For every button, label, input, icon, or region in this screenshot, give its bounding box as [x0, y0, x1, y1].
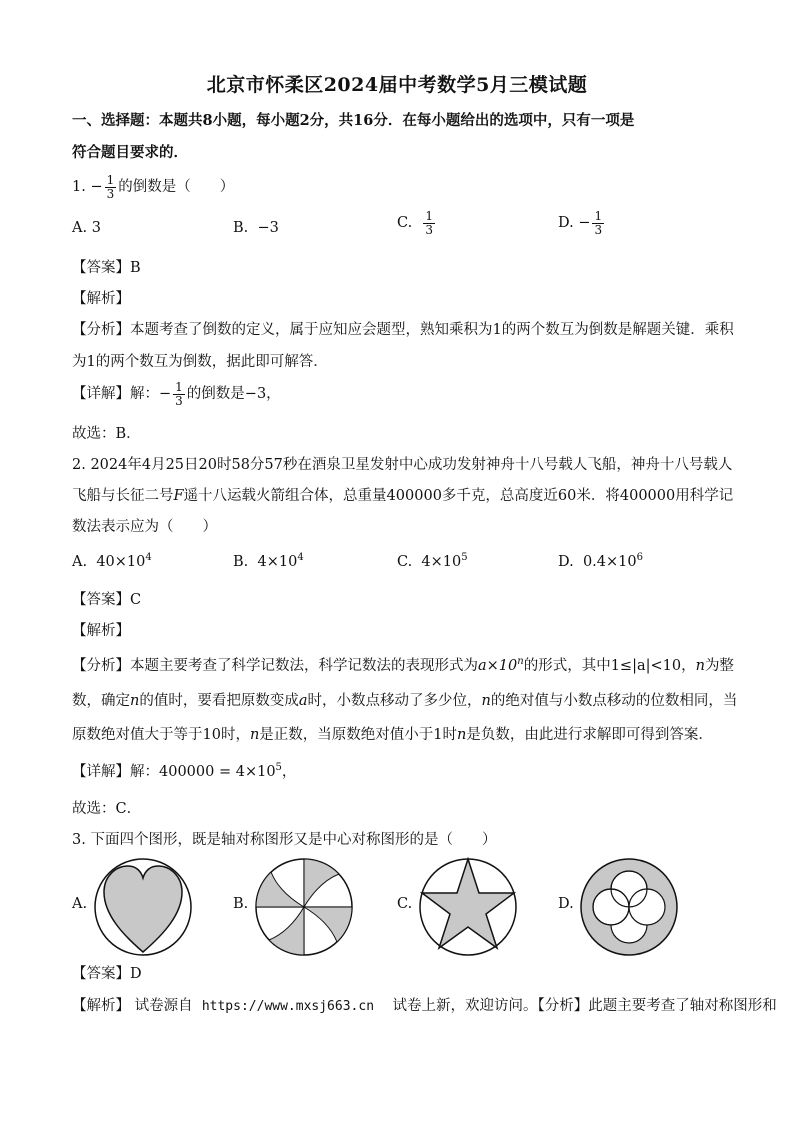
- detail-prefix: 解：: [130, 386, 159, 403]
- text-segment: 遥十八运载火箭组合体，总重量400000多千克，总高度近60米．将400000用科学记: [183, 488, 734, 504]
- q3-option-d-label: D.: [558, 896, 574, 912]
- fenxi-tag: 【分析】: [537, 998, 589, 1014]
- q1-fenxi-line2: 为1的两个数互为倒数，据此即可解答．: [72, 354, 328, 370]
- option-label: A.: [72, 553, 88, 570]
- question-1-stem: [72, 174, 234, 200]
- option-label: D.: [558, 553, 574, 570]
- q2-detail: [72, 760, 296, 781]
- text-segment: 的形式，其中: [523, 658, 611, 674]
- variable-a: a: [298, 693, 308, 709]
- q1-answer: [72, 256, 141, 277]
- section-heading-line1: 一、选择题：本题共8小题，每小题2分，共16分．在每小题给出的选项中，只有一项是: [72, 112, 635, 129]
- fraction-denominator: 3: [594, 222, 603, 237]
- analysis-tag: 【解析】: [72, 998, 130, 1014]
- detail-exponent: 5: [275, 762, 282, 774]
- q1-option-a: [72, 220, 101, 236]
- fraction-denominator: 3: [106, 186, 115, 201]
- inner-circle: [629, 889, 665, 925]
- option-exponent: 4: [297, 552, 304, 563]
- q3-option-a-label: A.: [72, 896, 88, 912]
- fraction-numerator: 1: [425, 209, 434, 223]
- source-text: 试卷源自: [134, 998, 193, 1014]
- detail-tag: 【详解】: [72, 386, 130, 403]
- welcome-text: 试卷上新，欢迎访问。: [392, 998, 538, 1014]
- fraction-numerator: 1: [175, 380, 183, 394]
- option-base: 0.4×10: [582, 553, 637, 570]
- variable-n: n: [130, 693, 140, 709]
- answer-value: C: [130, 592, 142, 608]
- detail-end: ，: [281, 764, 297, 780]
- fenxi-tag: 【分析】: [72, 658, 130, 674]
- q1-option-d: [558, 210, 606, 236]
- text-segment: 的值时，要看把原数变成: [139, 693, 299, 709]
- text-segment: 数，确定: [72, 693, 130, 709]
- question-2-line3: 数法表示应为（ ）: [72, 519, 217, 535]
- question-3-stem: 3. 下面四个图形，既是轴对称图形又是中心对称图形的是（ ）: [72, 832, 497, 848]
- text-segment: 为整: [704, 658, 734, 674]
- text-segment: 原数绝对值大于等于10时，: [72, 727, 250, 743]
- fraction-denominator: 3: [175, 393, 183, 408]
- q1-fenxi-line1: [72, 318, 734, 339]
- q1-choose: 故选：B．: [72, 426, 141, 442]
- italic-f: F: [173, 488, 184, 504]
- option-label: C.: [397, 553, 413, 570]
- option-text: 3: [91, 220, 101, 236]
- answer-tag: 【答案】: [72, 966, 130, 982]
- star-in-circle-figure: [417, 856, 519, 958]
- text-segment: 是正数，当原数绝对值小于1时: [259, 727, 458, 743]
- option-text: −3: [257, 220, 279, 236]
- heart-in-circle-figure: [92, 856, 194, 958]
- option-base: 4×10: [421, 553, 462, 570]
- condition: 1≤|a|<10: [610, 658, 682, 674]
- q1-detail: [72, 381, 281, 407]
- q2-fenxi-line1: [72, 654, 734, 675]
- option-base: 40×10: [96, 553, 146, 570]
- text-segment: 本题主要考查了科学记数法，科学记数法的表现形式为: [130, 658, 478, 674]
- fraction-denominator: 3: [425, 222, 434, 237]
- option-base: 4×10: [257, 553, 298, 570]
- fraction-numerator: 1: [106, 173, 115, 187]
- fraction: [173, 381, 185, 407]
- fraction: [592, 210, 604, 236]
- q2-fenxi-line3: [72, 723, 713, 744]
- variable-n: n: [457, 727, 467, 743]
- question-number: 1.: [72, 179, 86, 196]
- text-segment: 是负数，由此进行求解即可得到答案．: [466, 727, 713, 743]
- q2-choose: 故选：C．: [72, 801, 142, 817]
- q2-answer: [72, 588, 141, 609]
- answer-value: D: [130, 966, 142, 982]
- fraction-sign: −: [159, 386, 172, 403]
- section-heading-line2: 符合题目要求的．: [72, 144, 188, 161]
- q3-answer: [72, 962, 142, 983]
- text-segment: ，: [681, 658, 696, 674]
- fenxi-text: 本题考查了倒数的定义，属于应知应会题型，熟知乘积为1的两个数互为倒数是解题关键．乘积: [130, 322, 734, 338]
- fraction: [423, 210, 435, 236]
- fraction-numerator: 1: [594, 209, 603, 223]
- question-2-line1: 2. 2024年4月25日20时58分57秒在酒泉卫星发射中心成功发射神舟十八号载人飞船，神舟十八号载人: [72, 457, 733, 473]
- option-exponent: 6: [636, 552, 643, 563]
- question-2-line2: [72, 484, 733, 505]
- detail-suffix: 的倒数是−3，: [186, 386, 281, 403]
- pinwheel-figure: [253, 856, 355, 958]
- q2-fenxi-line2: [72, 689, 737, 710]
- page-title: 北京市怀柔区2024届中考数学5月三模试题: [206, 74, 588, 96]
- answer-tag: 【答案】: [72, 592, 130, 608]
- formula: a×10: [478, 658, 518, 674]
- q3-option-b-label: B.: [233, 896, 249, 912]
- option-label: D.: [558, 215, 574, 232]
- option-label: C.: [397, 215, 413, 232]
- q2-option-b: [233, 552, 304, 570]
- option-exponent: 4: [145, 552, 152, 563]
- fraction: [105, 174, 117, 200]
- fenxi-text: 此题主要考查了轴对称图形和: [588, 998, 777, 1014]
- q2-option-c: [397, 552, 468, 570]
- option-label: B.: [233, 220, 249, 236]
- variable-n: n: [249, 727, 260, 743]
- detail-tag: 【详解】: [72, 764, 130, 780]
- variable-n: n: [481, 693, 491, 709]
- detail-text: 解：400000 = 4×10: [130, 764, 276, 780]
- q1-analysis-tag: 【解析】: [72, 291, 130, 307]
- answer-tag: 【答案】: [72, 260, 130, 276]
- q1-option-b: [233, 220, 279, 236]
- fraction-sign: −: [90, 179, 103, 196]
- q2-option-d: [558, 552, 643, 570]
- option-exponent: 5: [461, 552, 468, 563]
- q3-option-c-label: C.: [397, 896, 413, 912]
- text-segment: 飞船与长征二号: [72, 488, 174, 504]
- option-label: B.: [233, 553, 249, 570]
- variable-n: n: [695, 658, 705, 674]
- q2-option-a: [72, 552, 152, 570]
- fraction-sign: −: [578, 215, 591, 232]
- q2-analysis-tag: 【解析】: [72, 623, 130, 639]
- answer-value: B: [130, 260, 141, 276]
- text-segment: 的绝对值与小数点移动的位数相同，当: [490, 693, 738, 709]
- question-1-suffix: 的倒数是（ ）: [118, 179, 235, 196]
- option-label: A.: [72, 220, 88, 236]
- fenxi-tag: 【分析】: [72, 322, 130, 338]
- text-segment: 时，小数点移动了多少位，: [307, 693, 482, 709]
- formula-exponent: n: [517, 656, 524, 668]
- q1-option-c: [397, 210, 437, 236]
- source-link[interactable]: https://www.mxsj663.cn: [201, 999, 375, 1014]
- q3-analysis: [72, 994, 777, 1015]
- four-circles-figure: [578, 856, 680, 958]
